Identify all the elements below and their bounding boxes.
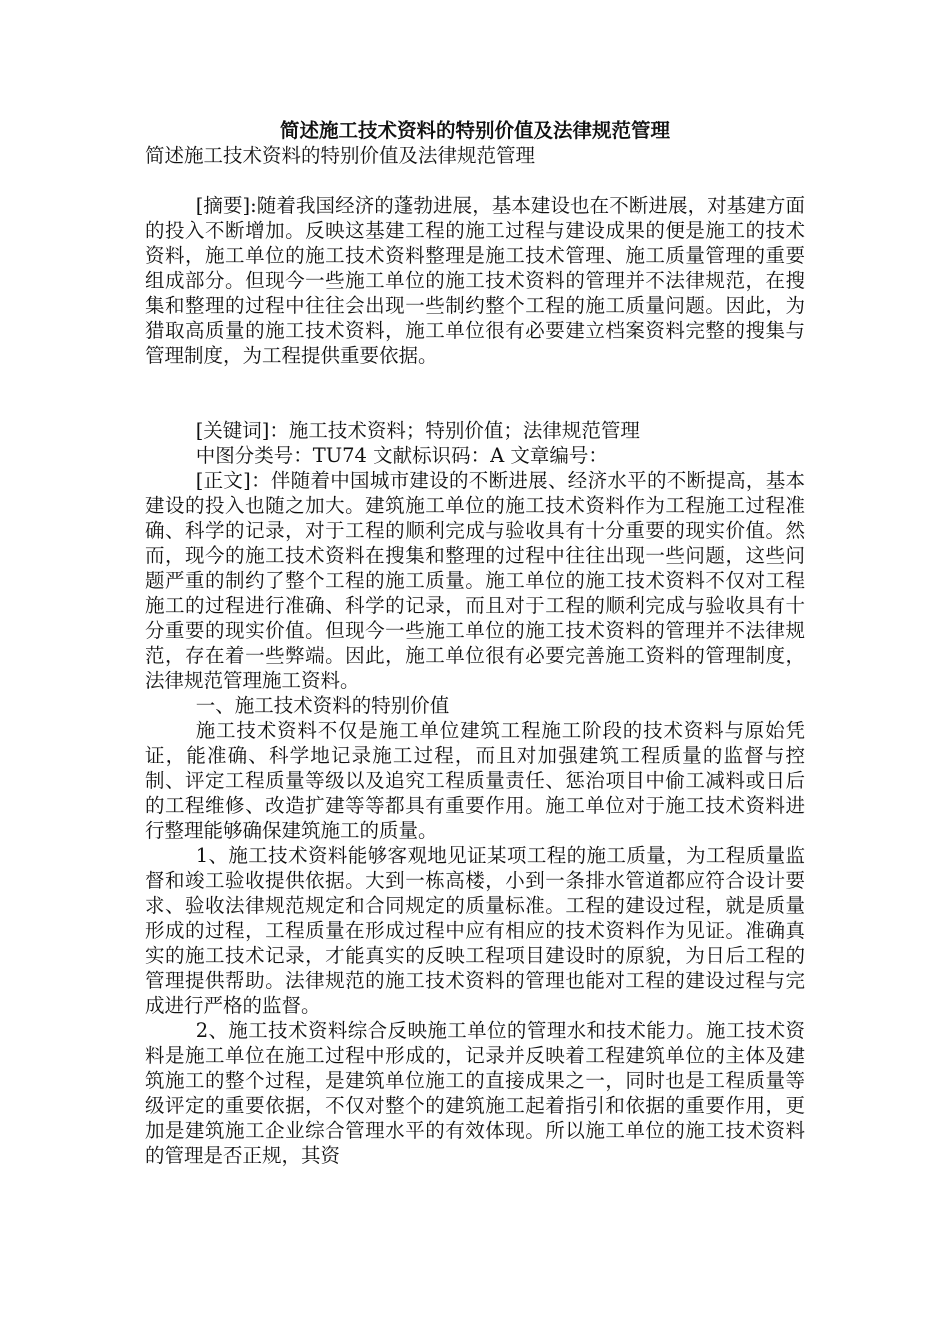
point2-paragraph: 2、施工技术资料综合反映施工单位的管理水和技术能力。施工技术资料是施工单位在施工过程中形成的，记录并反映着工程建筑单位的主体及建筑施工的整个过程，是建筑单位施工的直接成果之一，同时也是工程质量等级评定的重要依据，不仅对整个的建筑施工起着指引和依据的重要作用，更加是建筑施工企业综合管理水平的有效体现。所以施工单位的施工技术资料的管理是否正规，其资 xyxy=(145,1019,805,1167)
document-title: 简述施工技术资料的特别价值及法律规范管理 xyxy=(279,119,670,142)
classification-line: 中图分类号：TU74 文献标识码：A 文章编号： xyxy=(195,444,608,467)
spacer xyxy=(145,168,805,193)
document-page xyxy=(145,118,805,1168)
document-subtitle: 简述施工技术资料的特别价值及法律规范管理 xyxy=(145,144,536,167)
point1-paragraph: 1、施工技术资料能够客观地见证某项工程的施工质量，为工程质量监督和竣工验收提供依据。大到一栋高楼，小到一条排水管道都应符合设计要求、验收法律规范规定和合同规定的质量标准。工程的建设过程，就是质量形成的过程，工程质量在形成过程中应有相应的技术资料作为见证。准确真实的施工技术记录，才能真实的反映工程项目建设时的原貌，为日后工程的管理提供帮助。法律规范的施工技术资料的管理也能对工程的建设过程与完成进行严格的监督。 xyxy=(145,844,805,1017)
section1-heading: 一、施工技术资料的特别价值 xyxy=(195,694,450,717)
section1-paragraph: 施工技术资料不仅是施工单位建筑工程施工阶段的技术资料与原始凭证，能准确、科学地记录施工过程，而且对加强建筑工程质量的监督与控制、评定工程质量等级以及追究工程质量责任、惩治项目中偷工减料或日后的工程维修、改造扩建等等都具有重要作用。施工单位对于施工技术资料进行整理能够确保建筑施工的质量。 xyxy=(145,719,805,842)
spacer xyxy=(145,368,805,418)
abstract-paragraph: [摘要]:随着我国经济的蓬勃进展，基本建设也在不断进展，对基建方面的投入不断增加。反映这基建工程的施工过程与建设成果的便是施工的技术资料，施工单位的施工技术资料整理是施工技术管理、施工质量管理的重要组成部分。但现今一些施工单位的施工技术资料的管理并不法律规范，在搜集和整理的过程中往往会出现一些制约整个工程的施工质量问题。因此，为猎取高质量的施工技术资料，施工单位很有必要建立档案资料完整的搜集与管理制度，为工程提供重要依据。 xyxy=(145,194,805,367)
keywords-line: [关键词]：施工技术资料；特别价值；法律规范管理 xyxy=(195,419,640,442)
body-intro-paragraph: [正文]：伴随着中国城市建设的不断进展、经济水平的不断提高，基本建设的投入也随之加大。建筑施工单位的施工技术资料作为工程施工过程准确、科学的记录，对于工程的顺利完成与验收具有十分重要的现实价值。然而，现今的施工技术资料在搜集和整理的过程中往往出现一些问题，这些问题严重的制约了整个工程的施工质量。施工单位的施工技术资料不仅对工程施工的过程进行准确、科学的记录，而且对于工程的顺利完成与验收具有十分重要的现实价值。但现今一些施工单位的施工技术资料的管理并不法律规范，存在着一些弊端。因此，施工单位很有必要完善施工资料的管理制度，法律规范管理施工资料。 xyxy=(145,469,805,692)
